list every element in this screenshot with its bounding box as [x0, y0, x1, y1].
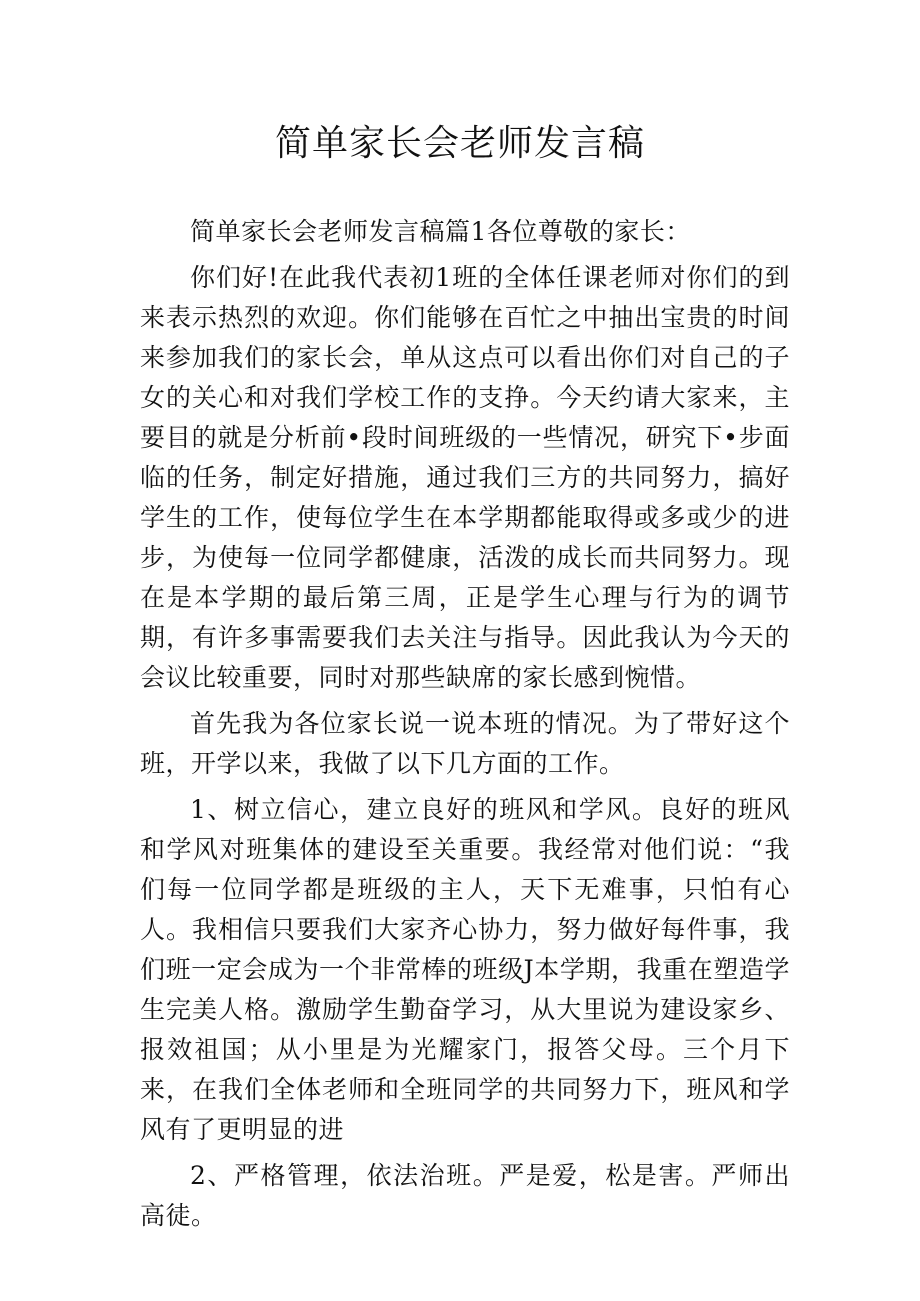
paragraph-class-intro: 首先我为各位家长说一说本班的情况。为了带好这个班，开学以来，我做了以下几方面的工作。: [140, 709, 790, 778]
document-body: [140, 212, 790, 1242]
document-title: 简单家长会老师发言稿: [274, 123, 645, 164]
paragraph-welcome: 你们好!在此我代表初1班的全体任课老师对你们的到来表示热烈的欢迎。你们能够在百忙之中抽出宝贵的时间来参加我们的家长会，单从这点可以看出你们对自己的子女的关心和对我们学校工作的支挣。今天约请大家来，主要目的就是分析前•段时间班级的一些情况，研究下•步面临的任务，制定好措施，通过我们三方的共同努力，搞好学生的工作，使每位学生在本学期都能取得或多或少的进步，为使每一位同学都健康，活泼的成长而共同努力。现在是本学期的最后第三周，正是学生心理与行为的调节期，有许多事需要我们去关注与指导。因此我认为今天的会议比较重要，同时对那些缺席的家长感到惋惜。: [140, 263, 790, 692]
paragraph-point-2: 2、严格管理，依法治班。严是爱，松是害。严师出高徒。: [140, 1161, 790, 1230]
paragraph-point-1: 1、树立信心，建立良好的班风和学风。良好的班风和学风对班集体的建设至关重要。我经常对他们说：“我们每一位同学都是班级的主人，天下无难事，只怕有心人。我相信只要我们大家齐心协力，努力做好每件事，我们班一定会成为一个非常棒的班级J本学期，我重在塑造学生完美人格。激励学生勤奋学习，从大里说为建设家乡、报效祖国；从小里是为光耀家门，报答父母。三个月下来，在我们全体老师和全班同学的共同努力下，班风和学风有了更明显的进: [140, 795, 790, 1144]
paragraph-salutation: 简单家长会老师发言稿篇1各位尊敬的家长：: [190, 217, 691, 246]
